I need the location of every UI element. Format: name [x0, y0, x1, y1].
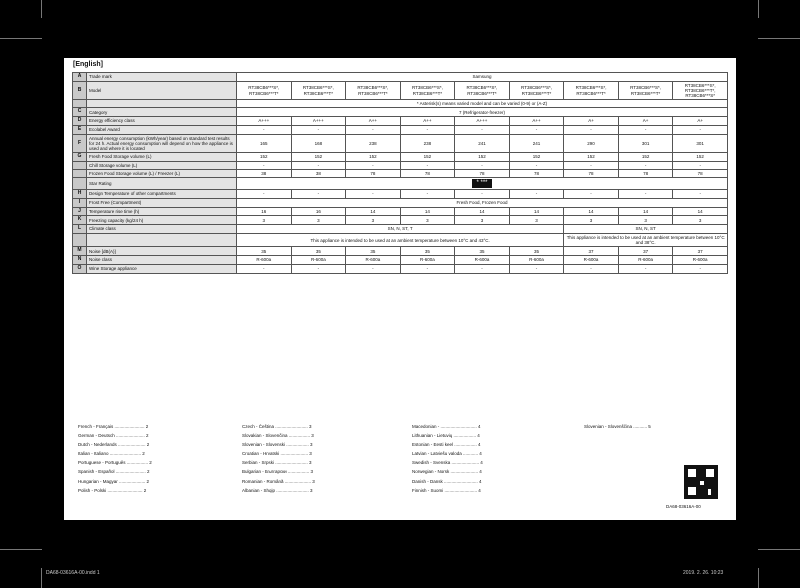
language-index-entry: Estonian - Eesti keel .................. 4 [412, 442, 481, 448]
table-cell: 3 [400, 216, 455, 225]
table-row [73, 225, 728, 234]
table-cell: R-600a [455, 256, 510, 265]
table-cell: SN, N, ST [564, 225, 728, 234]
row-label: Noise [dB(A)] [87, 247, 237, 256]
row-letter [73, 233, 87, 246]
row-letter [73, 161, 87, 169]
language-index-entry: Lithuanian - Lietuvių .................. 4 [412, 433, 480, 439]
table-cell: - [346, 264, 401, 273]
table-cell: - [618, 161, 673, 169]
table-cell: - [291, 161, 346, 169]
row-label: Model [87, 81, 237, 100]
table-cell: 78 [618, 170, 673, 178]
table-cell: - [455, 264, 510, 273]
language-index-entry: Norwegian - Norsk ...................... 4 [412, 469, 482, 475]
table-cell: 3 [237, 216, 292, 225]
table-cell: This appliance is intended to be used at an ambient temperature between 10°C and 38°C. [564, 233, 728, 246]
row-letter: H [73, 190, 87, 199]
row-label: Frost Free (Compartment) [87, 198, 237, 207]
table-cell: - [237, 161, 292, 169]
table-row [73, 198, 728, 207]
table-row [73, 247, 728, 256]
table-cell: RT38CB6***S*, RT38CB6***T* [237, 81, 292, 100]
table-cell: R-600a [237, 256, 292, 265]
table-cell: 38 [237, 170, 292, 178]
table-cell: 78 [455, 170, 510, 178]
language-index-entry: Croatian - Hrvatski ...................... 3 [242, 451, 312, 457]
language-index-entry: Slovakian - Slovenčina ................. 3 [242, 433, 314, 439]
table-cell: 3 [455, 216, 510, 225]
row-letter: B [73, 81, 87, 100]
table-cell: 78 [346, 170, 401, 178]
row-letter: C [73, 108, 87, 117]
language-index-entry: Bulgarian - Български ................. 3 [242, 469, 313, 475]
row-letter: E [73, 125, 87, 134]
table-cell: 14 [509, 207, 564, 216]
row-label: Trade mark [87, 73, 237, 82]
table-cell: 3 [673, 216, 728, 225]
spec-table [72, 72, 728, 274]
row-letter: J [73, 207, 87, 216]
table-row [73, 108, 728, 117]
table-cell: R-600a [346, 256, 401, 265]
table-cell: 152 [564, 153, 619, 162]
table-cell: - [291, 264, 346, 273]
row-letter: A [73, 73, 87, 82]
language-heading: [English] [73, 61, 103, 68]
table-cell: 78 [673, 170, 728, 178]
table-cell: - [291, 125, 346, 134]
table-row [73, 161, 728, 169]
table-cell: A+++ [237, 117, 292, 126]
table-cell: 301 [618, 134, 673, 153]
table-cell: - [346, 125, 401, 134]
table-cell: 238 [346, 134, 401, 153]
table-cell: - [455, 190, 510, 199]
table-cell: 7 (Refrigerator-freezer) [237, 108, 728, 117]
language-index-entry: German - Deutsch ....................... 2 [78, 433, 149, 439]
language-index-col1 [78, 422, 152, 495]
table-cell: A++ [400, 117, 455, 126]
language-index-entry: Romanian - Română ..................... 3 [242, 478, 315, 484]
table-cell: A++ [346, 117, 401, 126]
document-page [64, 58, 736, 520]
table-cell: A++ [509, 117, 564, 126]
table-row [73, 190, 728, 199]
table-cell: R-600a [618, 256, 673, 265]
row-label: Ecolabel Award [87, 125, 237, 134]
language-index-entry: Albanian - Shqip .......................... 3 [242, 487, 313, 493]
table-cell: A+++ [455, 117, 510, 126]
table-cell: R-600a [564, 256, 619, 265]
table-cell: 152 [400, 153, 455, 162]
row-letter: D [73, 117, 87, 126]
row-letter: M [73, 247, 87, 256]
table-row [73, 100, 728, 108]
table-cell: 14 [618, 207, 673, 216]
table-cell: 290 [564, 134, 619, 153]
row-label: Noise class [87, 256, 237, 265]
table-cell: 165 [237, 134, 292, 153]
row-letter [73, 170, 87, 178]
table-cell: - [509, 264, 564, 273]
table-cell: 14 [564, 207, 619, 216]
language-index-entry: Czech - Čeština .......................... 3 [242, 424, 312, 429]
table-cell: A+ [564, 117, 619, 126]
table-cell: - [400, 161, 455, 169]
table-cell: 152 [237, 153, 292, 162]
table-cell: R-600a [400, 256, 455, 265]
table-cell: - [455, 161, 510, 169]
table-row [73, 207, 728, 216]
language-index-col4 [584, 422, 651, 431]
table-cell: RT38CB6***S*, RT38CB6***T* [400, 81, 455, 100]
table-row [73, 216, 728, 225]
table-cell: - [237, 264, 292, 273]
table-cell: 152 [618, 153, 673, 162]
table-cell: 16 [291, 207, 346, 216]
language-index-entry: Dutch - Nederlands ...................... 2 [78, 442, 150, 448]
qr-code-label: DA68-03616A-00 [666, 504, 701, 509]
language-index-entry: French - Français ........................ 2 [78, 424, 149, 429]
language-index-entry: Hungarian - Magyar ..................... 2 [78, 478, 150, 484]
table-cell: 37 [673, 247, 728, 256]
table-cell: - [618, 190, 673, 199]
table-cell: - [673, 125, 728, 134]
table-cell: RT38CB6***S*, RT38CB6***T* [509, 81, 564, 100]
table-cell: 37 [564, 247, 619, 256]
row-label: Frozen Food Storage volume (L) / Freezer (L) [87, 170, 237, 178]
language-index-entry: Slovenian - Slovenski .................. 3 [242, 442, 313, 448]
row-letter [73, 100, 87, 108]
table-cell: 152 [509, 153, 564, 162]
table-cell: - [400, 264, 455, 273]
language-index-entry: Portuguese - Português ................. 2 [78, 460, 152, 466]
table-cell: A+++ [291, 117, 346, 126]
table-cell [237, 178, 728, 190]
table-cell: - [400, 190, 455, 199]
table-cell: This appliance is intended to be used at an ambient temperature between 10°C and 43°C. [237, 233, 564, 246]
table-cell: 14 [455, 207, 510, 216]
table-cell: 35 [400, 247, 455, 256]
row-label: Annual energy consumption (kWh/year) based on standard test results for 24 h. Actual energy consumption will depend on how the appliance is used and where it is located [87, 134, 237, 153]
table-cell: 35 [237, 247, 292, 256]
table-cell: * Asterisk(s) means varied model and can be varied (0-9) or (A-Z) [237, 100, 728, 108]
table-cell: 168 [291, 134, 346, 153]
table-row [73, 117, 728, 126]
language-index-entry: Swedish - Svenska ...................... 4 [412, 460, 483, 466]
row-letter [73, 178, 87, 190]
table-cell: 38 [291, 170, 346, 178]
language-index-entry: Danish - Dansk ........................... 4 [412, 478, 482, 484]
table-cell: 152 [673, 153, 728, 162]
table-row [73, 125, 728, 134]
row-letter: K [73, 216, 87, 225]
table-cell: A+ [618, 117, 673, 126]
table-cell: SN, N, ST, T [237, 225, 564, 234]
table-cell: A+ [673, 117, 728, 126]
table-cell: 35 [346, 247, 401, 256]
table-cell: - [564, 190, 619, 199]
table-cell: - [564, 264, 619, 273]
language-index-entry: Polish - Polski ............................ 2 [78, 487, 147, 493]
row-label: Wine Storage appliance [87, 264, 237, 273]
table-cell: 3 [346, 216, 401, 225]
table-cell: - [564, 125, 619, 134]
table-row [73, 170, 728, 178]
table-row [73, 153, 728, 162]
language-index-entry: Latvian - Latviešu valoda ............ 4 [412, 451, 482, 457]
footer-timestamp: 2019. 2. 26. 10:23 [683, 570, 724, 576]
table-row [73, 233, 728, 246]
table-cell: RT38CB6***S*, RT38CB6***T*, RT38CB6***S* [673, 81, 728, 100]
table-cell: - [346, 161, 401, 169]
table-cell: RT38CB6***S*, RT38CB6***T* [455, 81, 510, 100]
language-index-entry: Finnish - Suomi .......................... 4 [412, 487, 481, 493]
table-row [73, 73, 728, 82]
table-row [73, 134, 728, 153]
table-cell: 14 [346, 207, 401, 216]
table-cell: 3 [509, 216, 564, 225]
table-cell: - [509, 190, 564, 199]
row-label [87, 100, 237, 108]
row-label: Energy efficiency class [87, 117, 237, 126]
table-cell: - [673, 190, 728, 199]
table-cell: - [455, 125, 510, 134]
table-cell: 37 [618, 247, 673, 256]
row-label: Design Temperature of other compartments [87, 190, 237, 199]
row-letter: G [73, 153, 87, 162]
table-cell: 3 [291, 216, 346, 225]
language-index-col2 [242, 422, 315, 495]
table-row [73, 81, 728, 100]
table-cell: 3 [564, 216, 619, 225]
row-label [87, 233, 237, 246]
table-cell: - [509, 125, 564, 134]
row-letter: O [73, 264, 87, 273]
table-cell: RT38CB6***S*, RT38CB6***T* [564, 81, 619, 100]
star-rating-badge: * *** [472, 179, 491, 188]
language-index-entry: Italian - Italiano ......................... 2 [78, 451, 145, 457]
table-cell: RT38CB6***S*, RT38CB6***T* [291, 81, 346, 100]
table-cell: 78 [564, 170, 619, 178]
row-letter: I [73, 198, 87, 207]
table-cell: - [509, 161, 564, 169]
table-cell: 3 [618, 216, 673, 225]
table-cell: 14 [400, 207, 455, 216]
table-cell: 35 [509, 247, 564, 256]
row-label: Fresh Food Storage volume (L) [87, 153, 237, 162]
row-letter: N [73, 256, 87, 265]
table-cell: 35 [291, 247, 346, 256]
language-index-entry: Slovenian - Slovenščina ........... 5 [584, 424, 651, 429]
row-label: Chill Storage volume (L) [87, 161, 237, 169]
table-cell: - [237, 125, 292, 134]
table-cell: - [564, 161, 619, 169]
table-cell: 14 [673, 207, 728, 216]
row-label: Climate class [87, 225, 237, 234]
table-cell: Samsung [237, 73, 728, 82]
table-cell: R-600a [673, 256, 728, 265]
table-cell: - [673, 161, 728, 169]
language-index-entry: Serbian - Srpski .......................... 3 [242, 460, 312, 466]
table-cell: RT38CB6***S*, RT38CB6***T* [346, 81, 401, 100]
table-cell: 241 [455, 134, 510, 153]
table-cell: RT38CB6***S*, RT38CB6***T* [618, 81, 673, 100]
table-cell: 238 [400, 134, 455, 153]
language-index-col3 [412, 422, 483, 495]
table-row [73, 264, 728, 273]
row-label: Temperature rise time (h) [87, 207, 237, 216]
table-cell: 241 [509, 134, 564, 153]
table-cell: 301 [673, 134, 728, 153]
language-index-entry: Macedonian - ............................. 4 [412, 424, 481, 429]
table-row [73, 178, 728, 190]
table-cell: - [618, 125, 673, 134]
row-label: Star Rating [87, 178, 237, 190]
language-index-entry: Spanish - Español ........................ 2 [78, 469, 150, 475]
table-cell: - [400, 125, 455, 134]
table-cell: Fresh Food, Frozen Food [237, 198, 728, 207]
row-letter: F [73, 134, 87, 153]
table-cell: R-600a [291, 256, 346, 265]
table-cell: 78 [509, 170, 564, 178]
table-cell: 35 [455, 247, 510, 256]
table-cell: - [346, 190, 401, 199]
row-label: Category [87, 108, 237, 117]
table-cell: - [237, 190, 292, 199]
table-cell: 152 [291, 153, 346, 162]
table-cell: - [291, 190, 346, 199]
table-cell: 152 [346, 153, 401, 162]
table-row [73, 256, 728, 265]
table-cell: - [673, 264, 728, 273]
table-cell: - [618, 264, 673, 273]
row-label: Freezing capacity (kg/24 h) [87, 216, 237, 225]
table-cell: 16 [237, 207, 292, 216]
qr-code [684, 465, 718, 499]
footer-filename: DA68-03616A-00.indd 1 [46, 570, 100, 576]
table-cell: R-600a [509, 256, 564, 265]
table-cell: 78 [400, 170, 455, 178]
row-letter: L [73, 225, 87, 234]
table-cell: 152 [455, 153, 510, 162]
